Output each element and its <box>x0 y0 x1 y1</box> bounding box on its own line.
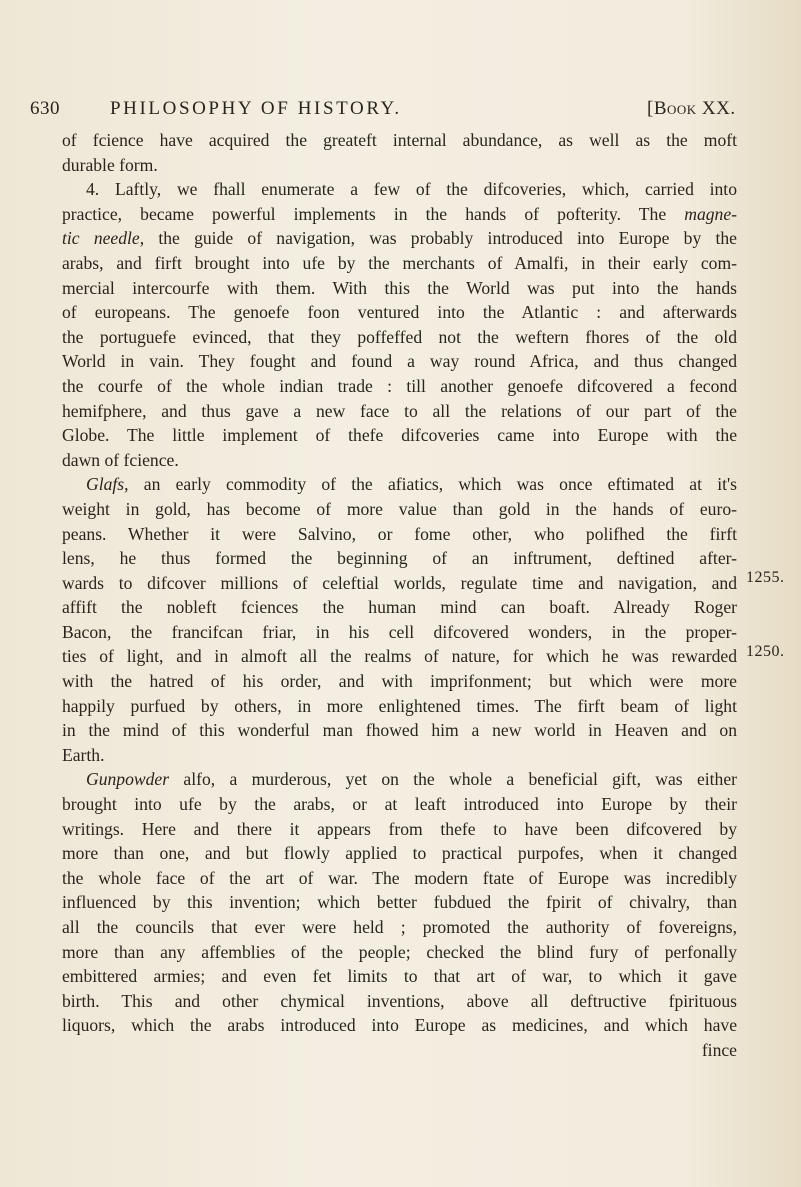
line-text: World in vain. They fought and found a way round Africa, and thus changed <box>62 351 737 372</box>
line-text: Earth. <box>62 744 105 765</box>
text-line <box>62 497 737 522</box>
line-text: more than one, and but flowly applied to practical purpofes, when it changed <box>62 843 737 864</box>
text-line <box>62 276 737 301</box>
text-line <box>62 767 737 792</box>
text-line <box>62 694 737 719</box>
text-line <box>62 743 737 768</box>
line-text: in the mind of this wonderful man fhowed him a new world in Heaven and on <box>62 720 737 741</box>
body-text <box>62 128 737 1063</box>
line-text: brought into ufe by the arabs, or at leaft introduced into Europe by their <box>62 794 737 815</box>
italic-term: tic needle <box>62 228 140 249</box>
text-line <box>62 226 737 251</box>
text-line <box>62 399 737 424</box>
text-line <box>62 202 737 227</box>
text-line <box>62 349 737 374</box>
text-line <box>62 669 737 694</box>
line-text: 4. Laftly, we fhall enumerate a few of the difcoveries, which, carried into <box>86 179 737 200</box>
line-text: wards to difcover millions of celeftial worlds, regulate time and navigation, and <box>62 572 737 593</box>
text-line <box>62 595 737 620</box>
line-text: arabs, and firft brought into ufe by the merchants of Amalfi, in their early com- <box>62 252 737 273</box>
text-line <box>62 989 737 1014</box>
text-line <box>62 940 737 965</box>
line-text: alfo, a murderous, yet on the whole a beneficial gift, was either <box>169 769 737 790</box>
italic-term: Gunpowder <box>86 769 170 790</box>
text-line <box>62 153 737 178</box>
text-line <box>62 792 737 817</box>
text-line <box>62 866 737 891</box>
text-line <box>62 1038 737 1063</box>
text-line <box>62 177 737 202</box>
text-line <box>62 964 737 989</box>
text-line <box>62 251 737 276</box>
line-text: the whole face of the art of war. The modern ftate of Europe was incredibly <box>62 867 737 888</box>
book-reference: [Book XX. <box>647 98 736 119</box>
text-line <box>62 300 737 325</box>
text-line <box>62 841 737 866</box>
line-text: of europeans. The genoefe foon ventured into the Atlantic : and afterwards <box>62 302 737 323</box>
italic-term: magne- <box>684 203 737 224</box>
text-line <box>62 423 737 448</box>
text-line <box>62 620 737 645</box>
line-text: weight in gold, has become of more value than gold in the hands of euro- <box>62 498 737 519</box>
line-text: hemifphere, and thus gave a new face to all the relations of our part of the <box>62 400 737 421</box>
line-text: affift the nobleft fciences the human mind can boaft. Already Roger <box>62 597 737 618</box>
line-text: practice, became powerful implements in the hands of pofterity. The <box>62 203 685 224</box>
line-text: lens, he thus formed the beginning of an inftrument, deftined after- <box>62 548 737 569</box>
line-text: the courfe of the whole indian trade : till another genoefe difcovered a fecond <box>62 375 737 396</box>
text-line <box>62 325 737 350</box>
line-text: dawn of fcience. <box>62 449 179 470</box>
line-text: with the hatred of his order, and with imprifonment; but which were more <box>62 671 737 692</box>
margin-date: 1255. <box>746 569 785 586</box>
line-text: birth. This and other chymical inventions, above all deftructive fpirituous <box>62 990 737 1011</box>
line-text: mercial intercourfe with them. With this the World was put into the hands <box>62 277 737 298</box>
line-text: durable form. <box>62 154 158 175</box>
text-line <box>62 1013 737 1038</box>
text-line <box>62 890 737 915</box>
line-text: peans. Whether it were Salvino, or fome other, who polifhed the firft <box>62 523 737 544</box>
text-line <box>62 472 737 497</box>
line-text: more than any affemblies of the people; checked the blind fury of perfonally <box>62 941 737 962</box>
line-text: , an early commodity of the afiatics, which was once eftimated at it's <box>124 474 737 495</box>
italic-term: Glafs <box>86 474 125 495</box>
line-text: writings. Here and there it appears from thefe to have been difcovered by <box>62 818 737 839</box>
page-header <box>30 98 770 126</box>
text-line <box>62 571 737 596</box>
text-line <box>62 644 737 669</box>
page-number: 630 <box>30 98 60 119</box>
running-title: PHILOSOPHY OF HISTORY. <box>110 98 402 119</box>
line-text: of fcience have acquired the greateft internal abundance, as well as the moft <box>62 130 737 150</box>
line-text: ties of light, and in almoft all the realms of nature, for which he was rewarded <box>62 646 737 667</box>
text-line <box>62 817 737 842</box>
line-text: fince <box>701 1039 737 1060</box>
line-text: influenced by this invention; which better fubdued the fpirit of chivalry, than <box>62 892 737 913</box>
line-text: embittered armies; and even fet limits to that art of war, to which it gave <box>62 966 737 987</box>
text-line <box>62 448 737 473</box>
text-line <box>62 522 737 547</box>
line-text: happily purfued by others, in more enlightened times. The firft beam of light <box>62 695 737 716</box>
line-text: , the guide of navigation, was probably introduced into Europe by the <box>139 228 737 249</box>
text-line <box>62 128 737 153</box>
text-line <box>62 915 737 940</box>
text-line <box>62 718 737 743</box>
text-line <box>62 374 737 399</box>
margin-date: 1250. <box>746 643 785 660</box>
line-text: Globe. The little implement of thefe difcoveries came into Europe with the <box>62 425 737 446</box>
line-text: liquors, which the arabs introduced into Europe as medicines, and which have <box>62 1015 737 1036</box>
text-line <box>62 546 737 571</box>
line-text: all the councils that ever were held ; promoted the authority of fovereigns, <box>62 917 737 937</box>
line-text: Bacon, the francifcan friar, in his cell difcovered wonders, in the proper- <box>62 621 737 642</box>
line-text: the portuguefe evinced, that they poffeffed not the weftern fhores of the old <box>62 326 737 347</box>
